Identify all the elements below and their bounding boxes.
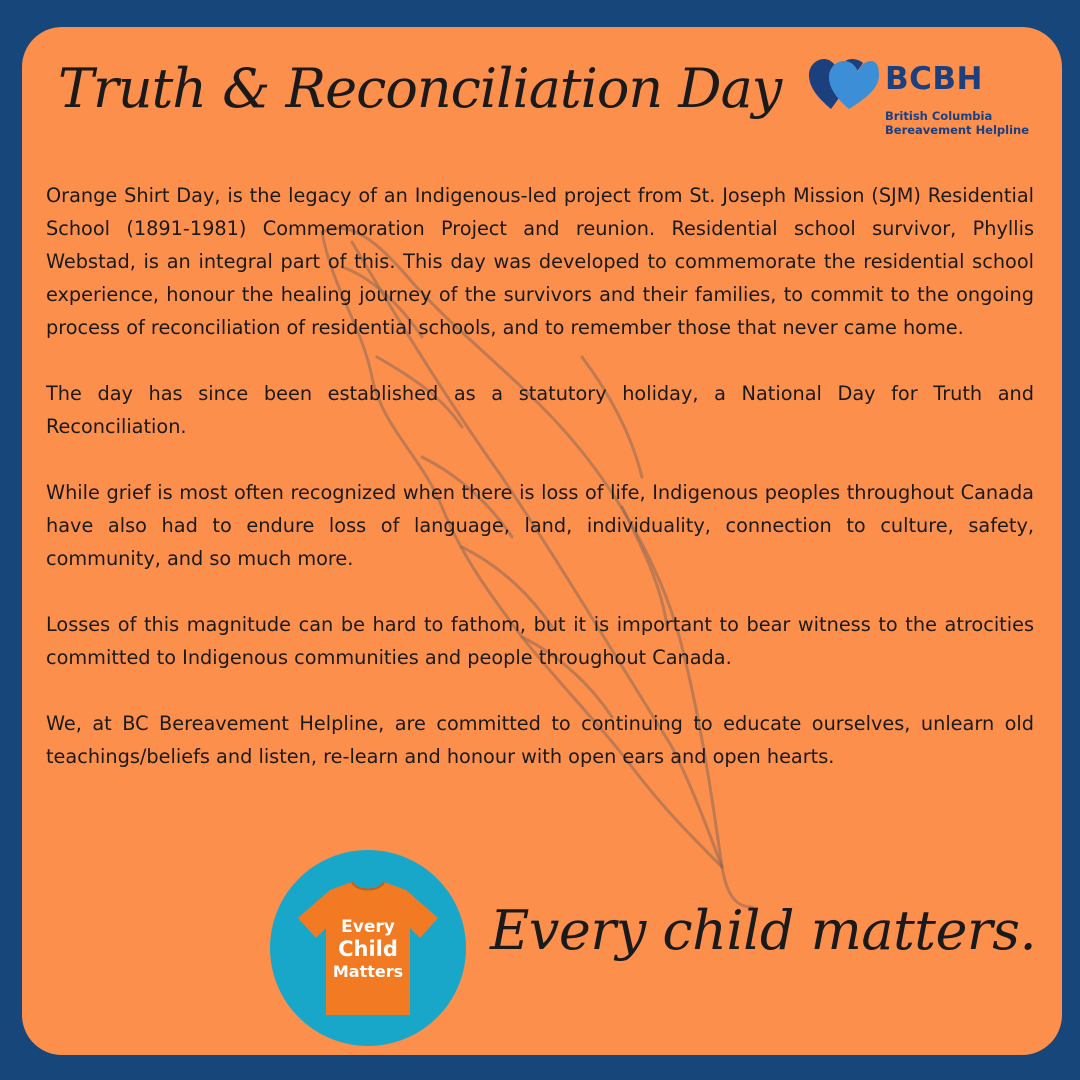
logo-line-2: Bereavement Helpline: [885, 123, 1030, 137]
paragraph-3: While grief is most often recognized when there is loss of life, Indigenous peoples throughout Canada have also had to endure loss of language, land, individuality, connection to culture, safety, community, and so much more.: [46, 481, 1034, 570]
paragraph-5: We, at BC Bereavement Helpline, are committed to continuing to educate ourselves, unlearn old teachings/beliefs and listen, re-learn and honour with open ears and open hearts.: [46, 712, 1034, 768]
every-child-matters-badge: [270, 850, 466, 1046]
page-title: Truth & Reconciliation Day: [58, 57, 782, 120]
double-heart-icon: [809, 57, 879, 117]
logo-abbreviation: BCBH: [885, 61, 983, 97]
paragraph-1: Orange Shirt Day, is the legacy of an Indigenous-led project from St. Joseph Mission (SJM) Residential School (1891-1981) Commemoration Project and reunion. Residential school survivor, Phyllis Webstad, is an integral part of this. This day was developed to commemorate the residential school experience, honour the healing journey of the survivors and their families, to commit to the ongoing process of reconciliation of residential schools, and to remember those that never came home.: [46, 184, 1034, 339]
paragraph-4: Losses of this magnitude can be hard to fathom, but it is important to bear witness to the atrocities committed to Indigenous communities and people throughout Canada.: [46, 613, 1034, 669]
badge-line-3: Matters: [332, 962, 404, 981]
body-text: [46, 179, 1034, 806]
logo-line-1: British Columbia: [885, 109, 993, 123]
bcbh-logo: [809, 57, 1044, 137]
content-card: [22, 27, 1062, 1055]
tagline: Every child matters.: [490, 899, 1037, 962]
badge-line-2: Child: [338, 937, 398, 961]
badge-line-1: Every: [341, 917, 395, 937]
paragraph-2: The day has since been established as a statutory holiday, a National Day for Truth and Reconciliation.: [46, 382, 1034, 438]
